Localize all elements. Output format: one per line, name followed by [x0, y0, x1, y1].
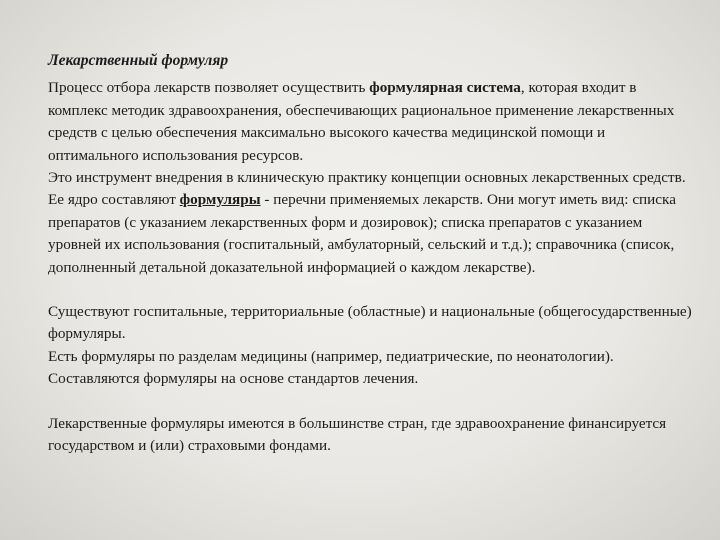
spacer: [48, 391, 698, 413]
formulary-system-term: формулярная система: [369, 79, 521, 97]
paragraph-formulary-system: [48, 77, 698, 167]
paragraph-1-end: , которая входит в комплекс методик здравоохранения, обеспечивающих рациональное применение лекарственных средств с целью обеспечения максимально высокого качества медицинской помощи и оптимального использования ресурсов.: [48, 79, 675, 164]
paragraph-sections: Есть формуляры по разделам медицины (например, педиатрические, по неонатологии). Составляются формуляры на основе стандартов лечения.: [48, 347, 614, 388]
paragraph-core: [48, 189, 698, 279]
paragraph-3-end: - перечни применяемых лекарств. Они могут иметь вид: списка препаратов (с указанием лекарственных форм и дозировок); списка препаратов с указанием уровней их использования (госпитальный, амбулаторный, сельский и т.д.); справочника (список, дополненный детальной доказательной информацией о каждом лекарстве).: [48, 191, 676, 276]
slide-content: [48, 50, 698, 458]
spacer: [48, 279, 698, 301]
paragraph-instrument: Это инструмент внедрения в клиническую практику концепции основных лекарственных средств.: [48, 169, 686, 187]
paragraph-1-start: Процесс отбора лекарств позволяет осуществить: [48, 79, 370, 97]
formularies-term: формуляры: [179, 191, 261, 209]
paragraph-3-start: Ее ядро составляют: [48, 191, 180, 209]
paragraph-countries: Лекарственные формуляры имеются в большинстве стран, где здравоохранение финансируется государством и (или) страховыми фондами.: [48, 414, 667, 455]
paragraph-types: Существуют госпитальные, территориальные (областные) и национальные (общегосударственные) формуляры.: [48, 303, 692, 343]
slide-title: Лекарственный формуляр: [48, 52, 229, 69]
